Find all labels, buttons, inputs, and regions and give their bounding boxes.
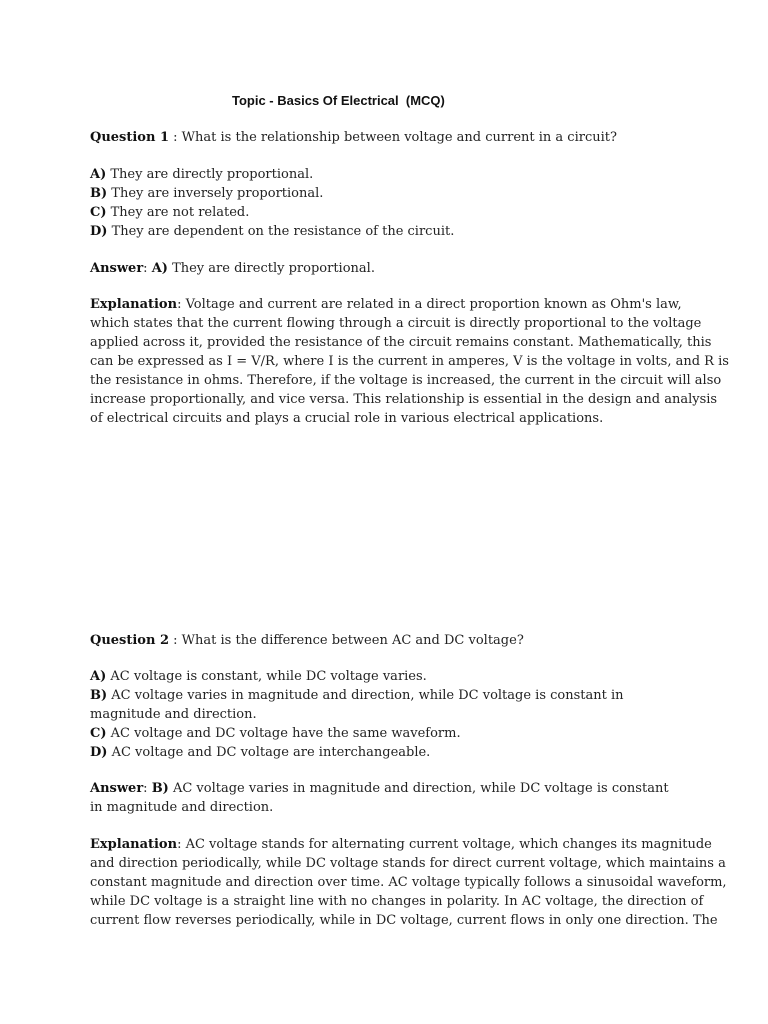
question-text: What is the relationship between voltage and current in a circuit? [181, 130, 617, 145]
option-letter: A) [90, 669, 107, 684]
option-text: AC voltage and DC voltage are interchangeable. [107, 745, 431, 760]
question-2-line [90, 631, 680, 650]
option-c [90, 724, 680, 743]
option-letter: A) [90, 167, 107, 182]
option-c [90, 203, 680, 222]
question-label: Question 1 [90, 130, 170, 145]
option-text: They are dependent on the resistance of the circuit. [107, 224, 455, 239]
explanation-line: applied across it, provided the resistance of the circuit remains constant. Mathematically, this [90, 335, 712, 350]
option-letter: D) [90, 745, 108, 760]
explanation-line: constant magnitude and direction over time. AC voltage typically follows a sinusoidal waveform, [90, 875, 727, 890]
answer-line [90, 779, 680, 817]
document-title: Topic - Basics Of Electrical (MCQ) [232, 93, 445, 108]
answer-letter: A) [151, 261, 168, 276]
option-text: AC voltage is constant, while DC voltage varies. [106, 669, 427, 684]
separator: : [169, 130, 182, 145]
answer-text: AC voltage varies in magnitude and direction, while DC voltage is constant in magnitude and direction. [90, 781, 669, 815]
answer-letter: B) [151, 781, 169, 796]
answer-text: They are directly proportional. [167, 261, 375, 276]
question-1-answer [90, 259, 680, 278]
option-letter: C) [90, 205, 107, 220]
separator: : [143, 781, 152, 796]
question-2-answer [90, 779, 680, 817]
explanation-line: of electrical circuits and plays a crucial role in various electrical applications. [90, 411, 604, 426]
explanation-text: Voltage and current are related in a direct proportion known as Ohm's law, [185, 297, 682, 312]
question-label: Question 2 [90, 633, 170, 648]
explanation-line [90, 835, 712, 854]
explanation-label: Explanation [90, 837, 178, 852]
explanation-line: current flow reverses periodically, while in DC voltage, current flows in only one direction. The [90, 913, 718, 928]
explanation-line: can be expressed as I = V/R, where I is the current in amperes, V is the voltage in volts, and R is [90, 354, 729, 369]
answer-label: Answer [90, 781, 144, 796]
separator: : [143, 261, 152, 276]
explanation-line: increase proportionally, and vice versa. This relationship is essential in the design and analysis [90, 392, 718, 407]
explanation-label: Explanation [90, 297, 178, 312]
option-letter: C) [90, 726, 107, 741]
option-letter: B) [90, 186, 108, 201]
question-text: What is the difference between AC and DC voltage? [181, 633, 524, 648]
question-2-options [90, 667, 680, 762]
option-text: They are inversely proportional. [107, 186, 324, 201]
question-2-block [90, 631, 680, 650]
option-a [90, 165, 680, 184]
question-1-block [90, 128, 680, 147]
explanation-line: the resistance in ohms. Therefore, if the voltage is increased, the current in the circuit will also [90, 373, 722, 388]
option-b [90, 686, 680, 724]
question-1-line [90, 128, 680, 147]
explanation-text: AC voltage stands for alternating current voltage, which changes its magnitude [185, 837, 712, 852]
option-text: They are directly proportional. [106, 167, 314, 182]
option-d [90, 743, 680, 762]
explanation-line: while DC voltage is a straight line with no changes in polarity. In AC voltage, the direction of [90, 894, 704, 909]
explanation-line [90, 295, 680, 314]
option-a [90, 667, 680, 686]
question-1-explanation [90, 295, 729, 428]
option-letter: D) [90, 224, 108, 239]
option-text: They are not related. [106, 205, 250, 220]
separator: : [169, 633, 182, 648]
question-2-explanation [90, 835, 727, 930]
answer-label: Answer [90, 261, 144, 276]
explanation-line: which states that the current flowing through a circuit is directly proportional to the voltage [90, 316, 702, 331]
option-text: AC voltage and DC voltage have the same waveform. [106, 726, 461, 741]
answer-line [90, 259, 680, 278]
explanation-line: and direction periodically, while DC voltage stands for direct current voltage, which maintains a [90, 856, 726, 871]
option-d [90, 222, 680, 241]
option-b [90, 184, 680, 203]
separator: : [177, 297, 186, 312]
question-1-options [90, 165, 680, 241]
separator: : [177, 837, 186, 852]
option-text: AC voltage varies in magnitude and direction, while DC voltage is constant in magnitude and direction. [90, 688, 624, 722]
option-letter: B) [90, 688, 108, 703]
